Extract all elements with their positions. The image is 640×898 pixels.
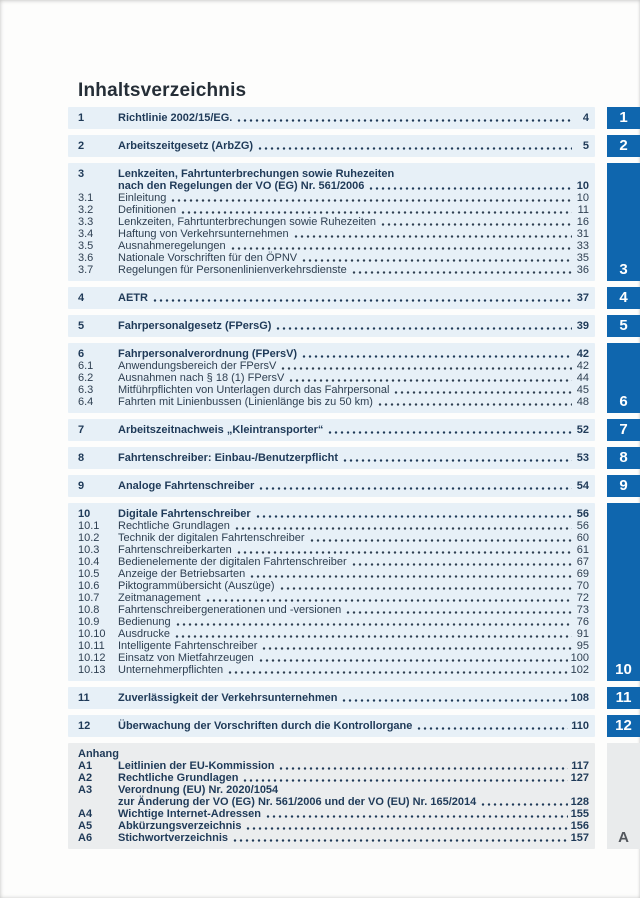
entry-title: Rechtliche Grundlagen	[118, 520, 230, 532]
chapter-number: 10.11	[78, 640, 105, 652]
entry-title: Einsatz von Mietfahrzeugen	[118, 652, 254, 664]
entry-title: Anzeige der Betriebsarten	[118, 568, 246, 580]
page-number: 117	[571, 760, 589, 772]
toc-row	[78, 384, 589, 396]
dot-leader	[245, 826, 567, 831]
toc-row	[78, 372, 589, 384]
toc-block-10	[68, 503, 595, 681]
dot-leader	[230, 246, 572, 251]
toc-block-1	[68, 107, 595, 129]
page-number: 91	[576, 628, 589, 640]
chapter-number: 6	[78, 348, 85, 360]
chapter-number: 3.7	[78, 264, 94, 276]
page-number: 157	[570, 832, 589, 844]
toc-row	[78, 252, 589, 264]
page-number: 39	[576, 320, 589, 332]
entry-title: Definitionen	[118, 204, 177, 216]
entry-title: zur Änderung der VO (EG) Nr. 561/2006 und der VO (EU) Nr. 165/2014	[118, 796, 477, 808]
dot-leader	[275, 326, 572, 331]
chapter-number: 5	[78, 320, 85, 332]
page-number: 67	[576, 556, 589, 568]
entry-title: Stichwortverzeichnis	[118, 832, 229, 844]
entry-title: Arbeitszeitgesetz (ArbZG)	[118, 140, 254, 152]
page-number: 102	[570, 664, 589, 676]
dot-leader	[351, 562, 572, 567]
page-number: 33	[576, 240, 589, 252]
toc-block-A	[68, 743, 595, 849]
thumb-tab-4: 4	[607, 287, 640, 309]
toc-row	[78, 348, 589, 360]
page-number: 108	[570, 692, 589, 704]
toc-row	[78, 452, 589, 464]
toc-block-3	[68, 163, 595, 281]
page-title: Inhaltsverzeichnis	[78, 80, 247, 101]
toc-row	[78, 520, 589, 532]
entry-title: Rechtliche Grundlagen	[118, 772, 239, 784]
dot-leader	[152, 298, 572, 303]
toc-row	[78, 180, 589, 192]
entry-title: Ausnahmeregelungen	[118, 240, 226, 252]
dot-leader	[180, 210, 572, 215]
entry-title: Ausnahmen nach § 18 (1) FPersV	[118, 372, 285, 384]
toc-row	[78, 692, 589, 704]
dot-leader	[255, 514, 572, 519]
dot-leader	[288, 378, 572, 383]
toc-row	[78, 292, 589, 304]
toc-row	[78, 628, 589, 640]
toc-row	[78, 808, 589, 820]
dot-leader	[280, 366, 572, 371]
thumb-tab-A: A	[607, 743, 640, 849]
chapter-number: 3.6	[78, 252, 94, 264]
chapter-number: A3	[78, 784, 93, 796]
dot-leader	[327, 430, 572, 435]
page-number: 56	[576, 520, 589, 532]
page-number: 52	[576, 424, 589, 436]
toc-row	[78, 192, 589, 204]
thumb-tab-5: 5	[607, 315, 640, 337]
page-number: 31	[576, 228, 589, 240]
chapter-number: 11	[78, 692, 90, 704]
entry-title: Bedienung	[118, 616, 171, 628]
page-number: 10	[576, 180, 589, 192]
toc-block-2	[68, 135, 595, 157]
dot-leader	[170, 198, 572, 203]
toc-row	[78, 112, 589, 124]
entry-title: Überwachung der Vorschriften durch die Kontrollorgane	[118, 720, 413, 732]
page-number: 156	[570, 820, 589, 832]
chapter-number: 3.3	[78, 216, 94, 228]
dot-leader	[480, 802, 567, 807]
entry-title: AETR	[118, 292, 148, 304]
chapter-number: A5	[78, 820, 93, 832]
toc-list	[68, 107, 595, 849]
chapter-number: 1	[78, 112, 85, 124]
dot-leader	[368, 186, 572, 191]
chapter-number: 10.4	[78, 556, 100, 568]
dot-leader	[261, 646, 572, 651]
dot-leader	[258, 658, 568, 663]
chapter-number: 12	[78, 720, 91, 732]
page-number: 16	[576, 216, 589, 228]
chapter-number: 3.2	[78, 204, 94, 216]
page-number: 72	[576, 592, 589, 604]
page-number: 48	[576, 396, 589, 408]
toc-block-12	[68, 715, 595, 737]
thumb-tab-2: 2	[607, 135, 640, 157]
chapter-number: 6.1	[78, 360, 94, 372]
dot-leader	[393, 390, 572, 395]
page-number: 45	[576, 384, 589, 396]
dot-leader	[232, 838, 568, 843]
toc-row	[78, 664, 589, 676]
toc-row	[78, 832, 589, 844]
entry-title: nach den Regelungen der VO (EG) Nr. 561/2006	[118, 180, 365, 192]
toc-row	[78, 652, 589, 664]
entry-title: Digitale Fahrtenschreiber	[118, 508, 251, 520]
entry-title: Piktogrammübersicht (Auszüge)	[118, 580, 275, 592]
chapter-number: A4	[78, 808, 93, 820]
toc-block-5	[68, 315, 595, 337]
page-number: 70	[576, 580, 589, 592]
chapter-number: A1	[78, 760, 93, 772]
chapter-number: 10.7	[78, 592, 100, 604]
dot-leader	[265, 814, 568, 819]
chapter-number: 10.13	[78, 664, 106, 676]
entry-title: Mitführpflichten von Unterlagen durch das Fahrpersonal	[118, 384, 390, 396]
chapter-number: 3.1	[78, 192, 94, 204]
page-number: 11	[577, 204, 589, 216]
toc-block-6	[68, 343, 595, 413]
dot-leader	[227, 670, 567, 675]
entry-title: Abkürzungsverzeichnis	[118, 820, 242, 832]
toc-row	[78, 216, 589, 228]
chapter-number: 10	[78, 508, 91, 520]
chapter-number: 10.5	[78, 568, 100, 580]
chapter-number: 10.10	[78, 628, 106, 640]
thumb-tab-8: 8	[607, 447, 640, 469]
chapter-number: 2	[78, 140, 85, 152]
thumb-tab-1: 1	[607, 107, 640, 129]
dot-leader	[301, 258, 572, 263]
toc-row	[78, 240, 589, 252]
chapter-number: 9	[78, 480, 85, 492]
toc-row	[78, 556, 589, 568]
entry-title: Lenkzeiten, Fahrtunterbrechungen sowie Ruhezeiten	[118, 216, 377, 228]
dot-leader	[174, 634, 572, 639]
entry-title: Arbeitszeitnachweis „Kleintransporter“	[118, 424, 324, 436]
toc-row	[78, 140, 589, 152]
page-number: 61	[576, 544, 589, 556]
dot-leader	[341, 698, 567, 703]
dot-leader	[416, 726, 568, 731]
toc-block-8	[68, 447, 595, 469]
entry-title: Fahrtenschreiber: Einbau-/Benutzerpflicht	[118, 452, 339, 464]
toc-block-9	[68, 475, 595, 497]
dot-leader	[249, 574, 572, 579]
dot-leader	[242, 778, 567, 783]
chapter-number: 10.3	[78, 544, 100, 556]
entry-title: Intelligente Fahrtenschreiber	[118, 640, 258, 652]
page-number: 5	[582, 140, 589, 152]
entry-title: Unternehmerpflichten	[118, 664, 224, 676]
dot-leader	[293, 234, 572, 239]
page-number: 42	[576, 348, 589, 360]
page-number: 100	[570, 652, 589, 664]
page-number: 127	[570, 772, 589, 784]
dot-leader	[377, 402, 572, 407]
entry-title: Verordnung (EU) Nr. 2020/1054	[118, 784, 279, 796]
chapter-number: 6.2	[78, 372, 94, 384]
page-number: 42	[576, 360, 589, 372]
entry-title: Leitlinien der EU-Kommission	[118, 760, 275, 772]
toc-row	[78, 424, 589, 436]
chapter-number: A6	[78, 832, 93, 844]
toc-row	[78, 544, 589, 556]
entry-title: Lenkzeiten, Fahrtunterbrechungen sowie Ruhezeiten	[118, 168, 395, 180]
toc-row	[78, 720, 589, 732]
page-number: 10	[576, 192, 589, 204]
entry-title: Anwendungsbereich der FPersV	[118, 360, 277, 372]
dot-leader	[279, 586, 572, 591]
entry-title: Richtlinie 2002/15/EG.	[118, 112, 233, 124]
page-number: 36	[576, 264, 589, 276]
page-number: 110	[571, 720, 589, 732]
page-number: 128	[570, 796, 589, 808]
entry-title: Bedienelemente der digitalen Fahrtenschreiber	[118, 556, 347, 568]
thumb-tab-12: 12	[607, 715, 640, 737]
thumb-tab-11: 11	[607, 687, 640, 709]
entry-title: Haftung von Verkehrsunternehmen	[118, 228, 289, 240]
chapter-number: 6.4	[78, 396, 94, 408]
page-number: 95	[576, 640, 589, 652]
toc-block-11	[68, 687, 595, 709]
chapter-number: 10.12	[78, 652, 106, 664]
toc-row	[78, 640, 589, 652]
entry-title: Ausdrucke	[118, 628, 170, 640]
entry-title: Regelungen für Personenlinienverkehrsdienste	[118, 264, 347, 276]
toc-row	[78, 264, 589, 276]
entry-title: Fahrpersonalgesetz (FPersG)	[118, 320, 272, 332]
entry-title: Fahrten mit Linienbussen (Linienlänge bis zu 50 km)	[118, 396, 373, 408]
toc-row	[78, 772, 589, 784]
dot-leader	[301, 354, 572, 359]
chapter-number: 10.1	[78, 520, 100, 532]
chapter-number: 10.8	[78, 604, 100, 616]
thumb-tab-7: 7	[607, 419, 640, 441]
toc-row	[78, 320, 589, 332]
chapter-number: 10.6	[78, 580, 100, 592]
toc-row	[78, 580, 589, 592]
dot-leader	[257, 146, 572, 151]
dot-leader	[234, 526, 572, 531]
page-number: 73	[576, 604, 589, 616]
thumb-tabs	[607, 0, 640, 898]
toc-row	[78, 228, 589, 240]
dot-leader	[236, 550, 572, 555]
dot-leader	[380, 222, 572, 227]
dot-leader	[342, 458, 572, 463]
page-number: 60	[576, 532, 589, 544]
page-number: 44	[576, 372, 589, 384]
toc-row	[78, 796, 589, 808]
dot-leader	[351, 270, 572, 275]
entry-title: Zeitmanagement	[118, 592, 201, 604]
chapter-number: 3.4	[78, 228, 94, 240]
dot-leader	[258, 486, 572, 491]
thumb-tab-3: 3	[607, 163, 640, 281]
chapter-number: Anhang	[78, 748, 119, 760]
dot-leader	[205, 598, 572, 603]
chapter-number: 8	[78, 452, 85, 464]
entry-title: Analoge Fahrtenschreiber	[118, 480, 255, 492]
thumb-tab-6: 6	[607, 343, 640, 413]
toc-row	[78, 360, 589, 372]
toc-row	[78, 508, 589, 520]
toc-block-7	[68, 419, 595, 441]
chapter-number: 3	[78, 168, 85, 180]
chapter-number: 4	[78, 292, 85, 304]
page-number: 56	[576, 508, 589, 520]
dot-leader	[309, 538, 573, 543]
chapter-number: A2	[78, 772, 93, 784]
entry-title: Fahrtenschreibergenerationen und -versionen	[118, 604, 342, 616]
dot-leader	[278, 766, 568, 771]
toc-row	[78, 748, 589, 760]
page-number: 76	[576, 616, 589, 628]
chapter-number: 10.2	[78, 532, 100, 544]
toc-content	[68, 80, 595, 855]
chapter-number: 6.3	[78, 384, 94, 396]
page-number: 35	[576, 252, 589, 264]
dot-leader	[345, 610, 572, 615]
page-number: 4	[582, 112, 589, 124]
chapter-number: 3.5	[78, 240, 94, 252]
page-number: 54	[576, 480, 589, 492]
dot-leader	[175, 622, 572, 627]
chapter-number: 10.9	[78, 616, 100, 628]
entry-title: Einleitung	[118, 192, 167, 204]
entry-title: Fahrtenschreiberkarten	[118, 544, 232, 556]
toc-row	[78, 568, 589, 580]
toc-row	[78, 784, 589, 796]
toc-block-4	[68, 287, 595, 309]
toc-row	[78, 760, 589, 772]
toc-row	[78, 616, 589, 628]
page-number: 155	[570, 808, 589, 820]
toc-row	[78, 168, 589, 180]
entry-title: Fahrpersonalverordnung (FPersV)	[118, 348, 298, 360]
page-number: 53	[576, 452, 589, 464]
entry-title: Wichtige Internet-Adressen	[118, 808, 261, 820]
toc-row	[78, 604, 589, 616]
entry-title: Zuverlässigkeit der Verkehrsunternehmen	[118, 692, 338, 704]
chapter-number: 7	[78, 424, 85, 436]
toc-row	[78, 396, 589, 408]
thumb-tab-9: 9	[607, 475, 640, 497]
toc-row	[78, 592, 589, 604]
page-number: 37	[576, 292, 589, 304]
entry-title: Nationale Vorschriften für den ÖPNV	[118, 252, 298, 264]
entry-title: Technik der digitalen Fahrtenschreiber	[118, 532, 305, 544]
page-number: 69	[576, 568, 589, 580]
toc-row	[78, 532, 589, 544]
toc-row	[78, 480, 589, 492]
thumb-tab-10: 10	[607, 503, 640, 681]
toc-row	[78, 204, 589, 216]
toc-row	[78, 820, 589, 832]
dot-leader	[236, 118, 572, 123]
